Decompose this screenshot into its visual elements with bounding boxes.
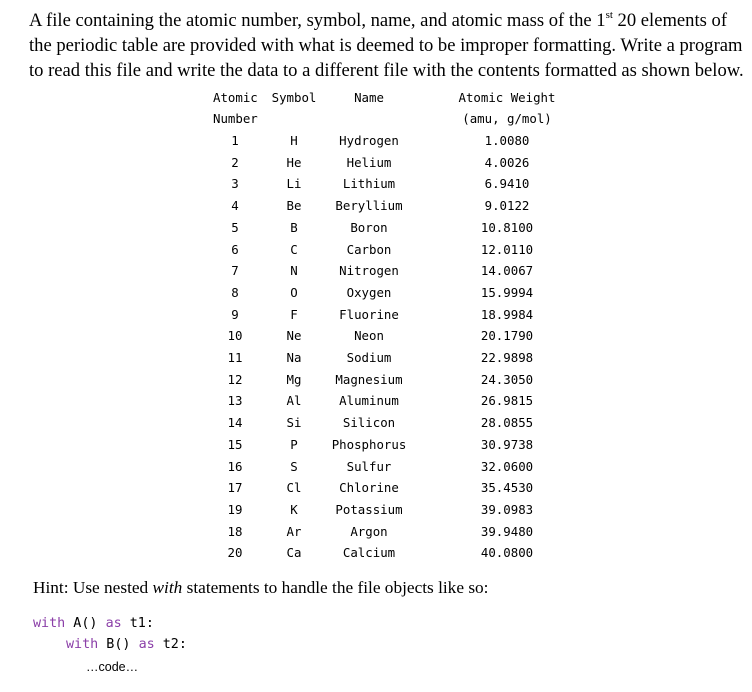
row-number: 8 bbox=[231, 285, 239, 300]
keyword-as: as bbox=[105, 616, 122, 631]
superscript-st: st bbox=[605, 8, 613, 21]
row-weight: 39.0983 bbox=[480, 502, 534, 517]
code-call-b: B() bbox=[98, 637, 139, 652]
row-number: 2 bbox=[231, 155, 239, 170]
statement-line-1-end: 20 elements of bbox=[612, 10, 728, 31]
header-name: Name bbox=[354, 90, 384, 105]
row-weight: 24.3050 bbox=[480, 372, 534, 387]
row-name: Carbon bbox=[346, 242, 392, 257]
header-weight-line2: (amu, g/mol) bbox=[462, 111, 552, 126]
row-number: 5 bbox=[231, 220, 239, 235]
row-weight: 39.9480 bbox=[480, 524, 534, 539]
row-symbol: Be bbox=[286, 198, 302, 213]
keyword-as: as bbox=[138, 637, 155, 652]
code-line-1 bbox=[33, 616, 154, 631]
header-number-line1: Atomic bbox=[213, 90, 258, 105]
row-symbol: S bbox=[290, 459, 298, 474]
statement-line-1-text: A file containing the atomic number, symbol, name, and atomic mass of the 1 bbox=[29, 10, 606, 31]
row-name: Lithium bbox=[342, 176, 396, 191]
row-number: 15 bbox=[227, 437, 243, 452]
row-symbol: He bbox=[286, 155, 302, 170]
row-symbol: Mg bbox=[286, 372, 302, 387]
code-placeholder: …code… bbox=[86, 660, 139, 674]
row-name: Argon bbox=[350, 524, 388, 539]
statement-line-3: to read this file and write the data to a different file with the contents formatted as shown below. bbox=[29, 60, 744, 81]
row-name: Calcium bbox=[342, 545, 396, 560]
code-line-2 bbox=[66, 637, 187, 652]
row-weight: 18.9984 bbox=[480, 307, 534, 322]
row-weight: 26.9815 bbox=[480, 393, 534, 408]
row-symbol: N bbox=[290, 263, 298, 278]
row-name: Aluminum bbox=[339, 393, 399, 408]
row-number: 12 bbox=[227, 372, 243, 387]
header-symbol: Symbol bbox=[271, 90, 317, 105]
row-weight: 10.8100 bbox=[480, 220, 534, 235]
row-name: Neon bbox=[354, 328, 384, 343]
row-name: Fluorine bbox=[339, 307, 399, 322]
row-number: 16 bbox=[227, 459, 243, 474]
row-name: Phosphorus bbox=[331, 437, 407, 452]
code-call-a: A() bbox=[65, 616, 106, 631]
row-number: 1 bbox=[231, 133, 239, 148]
row-symbol: Si bbox=[286, 415, 302, 430]
row-symbol: Cl bbox=[286, 480, 302, 495]
row-symbol: P bbox=[290, 437, 298, 452]
problem-statement bbox=[29, 8, 744, 83]
keyword-with: with bbox=[66, 637, 99, 652]
row-number: 3 bbox=[231, 176, 239, 191]
row-symbol: Ne bbox=[286, 328, 302, 343]
row-number: 20 bbox=[227, 545, 243, 560]
row-name: Oxygen bbox=[346, 285, 392, 300]
row-symbol: Ar bbox=[286, 524, 302, 539]
row-weight: 35.4530 bbox=[480, 480, 534, 495]
row-name: Silicon bbox=[342, 415, 396, 430]
statement-line-2: the periodic table are provided with what is deemed to be improper formatting. Write a program bbox=[29, 35, 743, 56]
code-var-t2: t2: bbox=[154, 637, 187, 652]
row-name: Boron bbox=[350, 220, 388, 235]
row-symbol: O bbox=[290, 285, 298, 300]
statement-line-1 bbox=[29, 8, 739, 33]
row-weight: 1.0080 bbox=[484, 133, 530, 148]
row-number: 19 bbox=[227, 502, 243, 517]
row-weight: 4.0026 bbox=[484, 155, 530, 170]
row-weight: 22.9898 bbox=[480, 350, 534, 365]
row-name: Sulfur bbox=[346, 459, 392, 474]
hint-emphasis: with bbox=[152, 578, 183, 597]
row-weight: 15.9994 bbox=[480, 285, 534, 300]
row-symbol: Al bbox=[286, 393, 302, 408]
row-name: Helium bbox=[346, 155, 392, 170]
row-symbol: F bbox=[290, 307, 298, 322]
row-weight: 20.1790 bbox=[480, 328, 534, 343]
row-number: 13 bbox=[227, 393, 243, 408]
row-weight: 14.0067 bbox=[480, 263, 534, 278]
hint-prefix: Hint: Use nested bbox=[33, 578, 153, 597]
code-var-t1: t1: bbox=[121, 616, 154, 631]
row-weight: 30.9738 bbox=[480, 437, 534, 452]
row-number: 18 bbox=[227, 524, 243, 539]
header-weight-line1: Atomic Weight bbox=[458, 90, 556, 105]
row-name: Hydrogen bbox=[339, 133, 399, 148]
row-number: 11 bbox=[227, 350, 243, 365]
keyword-with: with bbox=[33, 616, 66, 631]
row-number: 6 bbox=[231, 242, 239, 257]
row-name: Potassium bbox=[335, 502, 403, 517]
row-weight: 32.0600 bbox=[480, 459, 534, 474]
hint-text bbox=[33, 578, 488, 598]
row-symbol: Na bbox=[286, 350, 302, 365]
row-weight: 9.0122 bbox=[484, 198, 530, 213]
row-symbol: B bbox=[290, 220, 298, 235]
row-symbol: Ca bbox=[286, 545, 302, 560]
row-symbol: Li bbox=[286, 176, 302, 191]
row-number: 7 bbox=[231, 263, 239, 278]
row-number: 10 bbox=[227, 328, 243, 343]
row-number: 14 bbox=[227, 415, 243, 430]
row-name: Beryllium bbox=[335, 198, 403, 213]
row-name: Sodium bbox=[346, 350, 392, 365]
row-symbol: C bbox=[290, 242, 298, 257]
row-number: 9 bbox=[231, 307, 239, 322]
row-number: 4 bbox=[231, 198, 239, 213]
row-symbol: K bbox=[290, 502, 298, 517]
row-name: Chlorine bbox=[339, 480, 399, 495]
row-weight: 6.9410 bbox=[484, 176, 530, 191]
header-number-line2: Number bbox=[213, 111, 258, 126]
row-symbol: H bbox=[290, 133, 298, 148]
hint-suffix: statements to handle the file objects like so: bbox=[182, 578, 489, 597]
row-name: Magnesium bbox=[335, 372, 403, 387]
row-weight: 40.0800 bbox=[480, 545, 534, 560]
row-weight: 28.0855 bbox=[480, 415, 534, 430]
row-number: 17 bbox=[227, 480, 243, 495]
row-name: Nitrogen bbox=[339, 263, 399, 278]
row-weight: 12.0110 bbox=[480, 242, 534, 257]
